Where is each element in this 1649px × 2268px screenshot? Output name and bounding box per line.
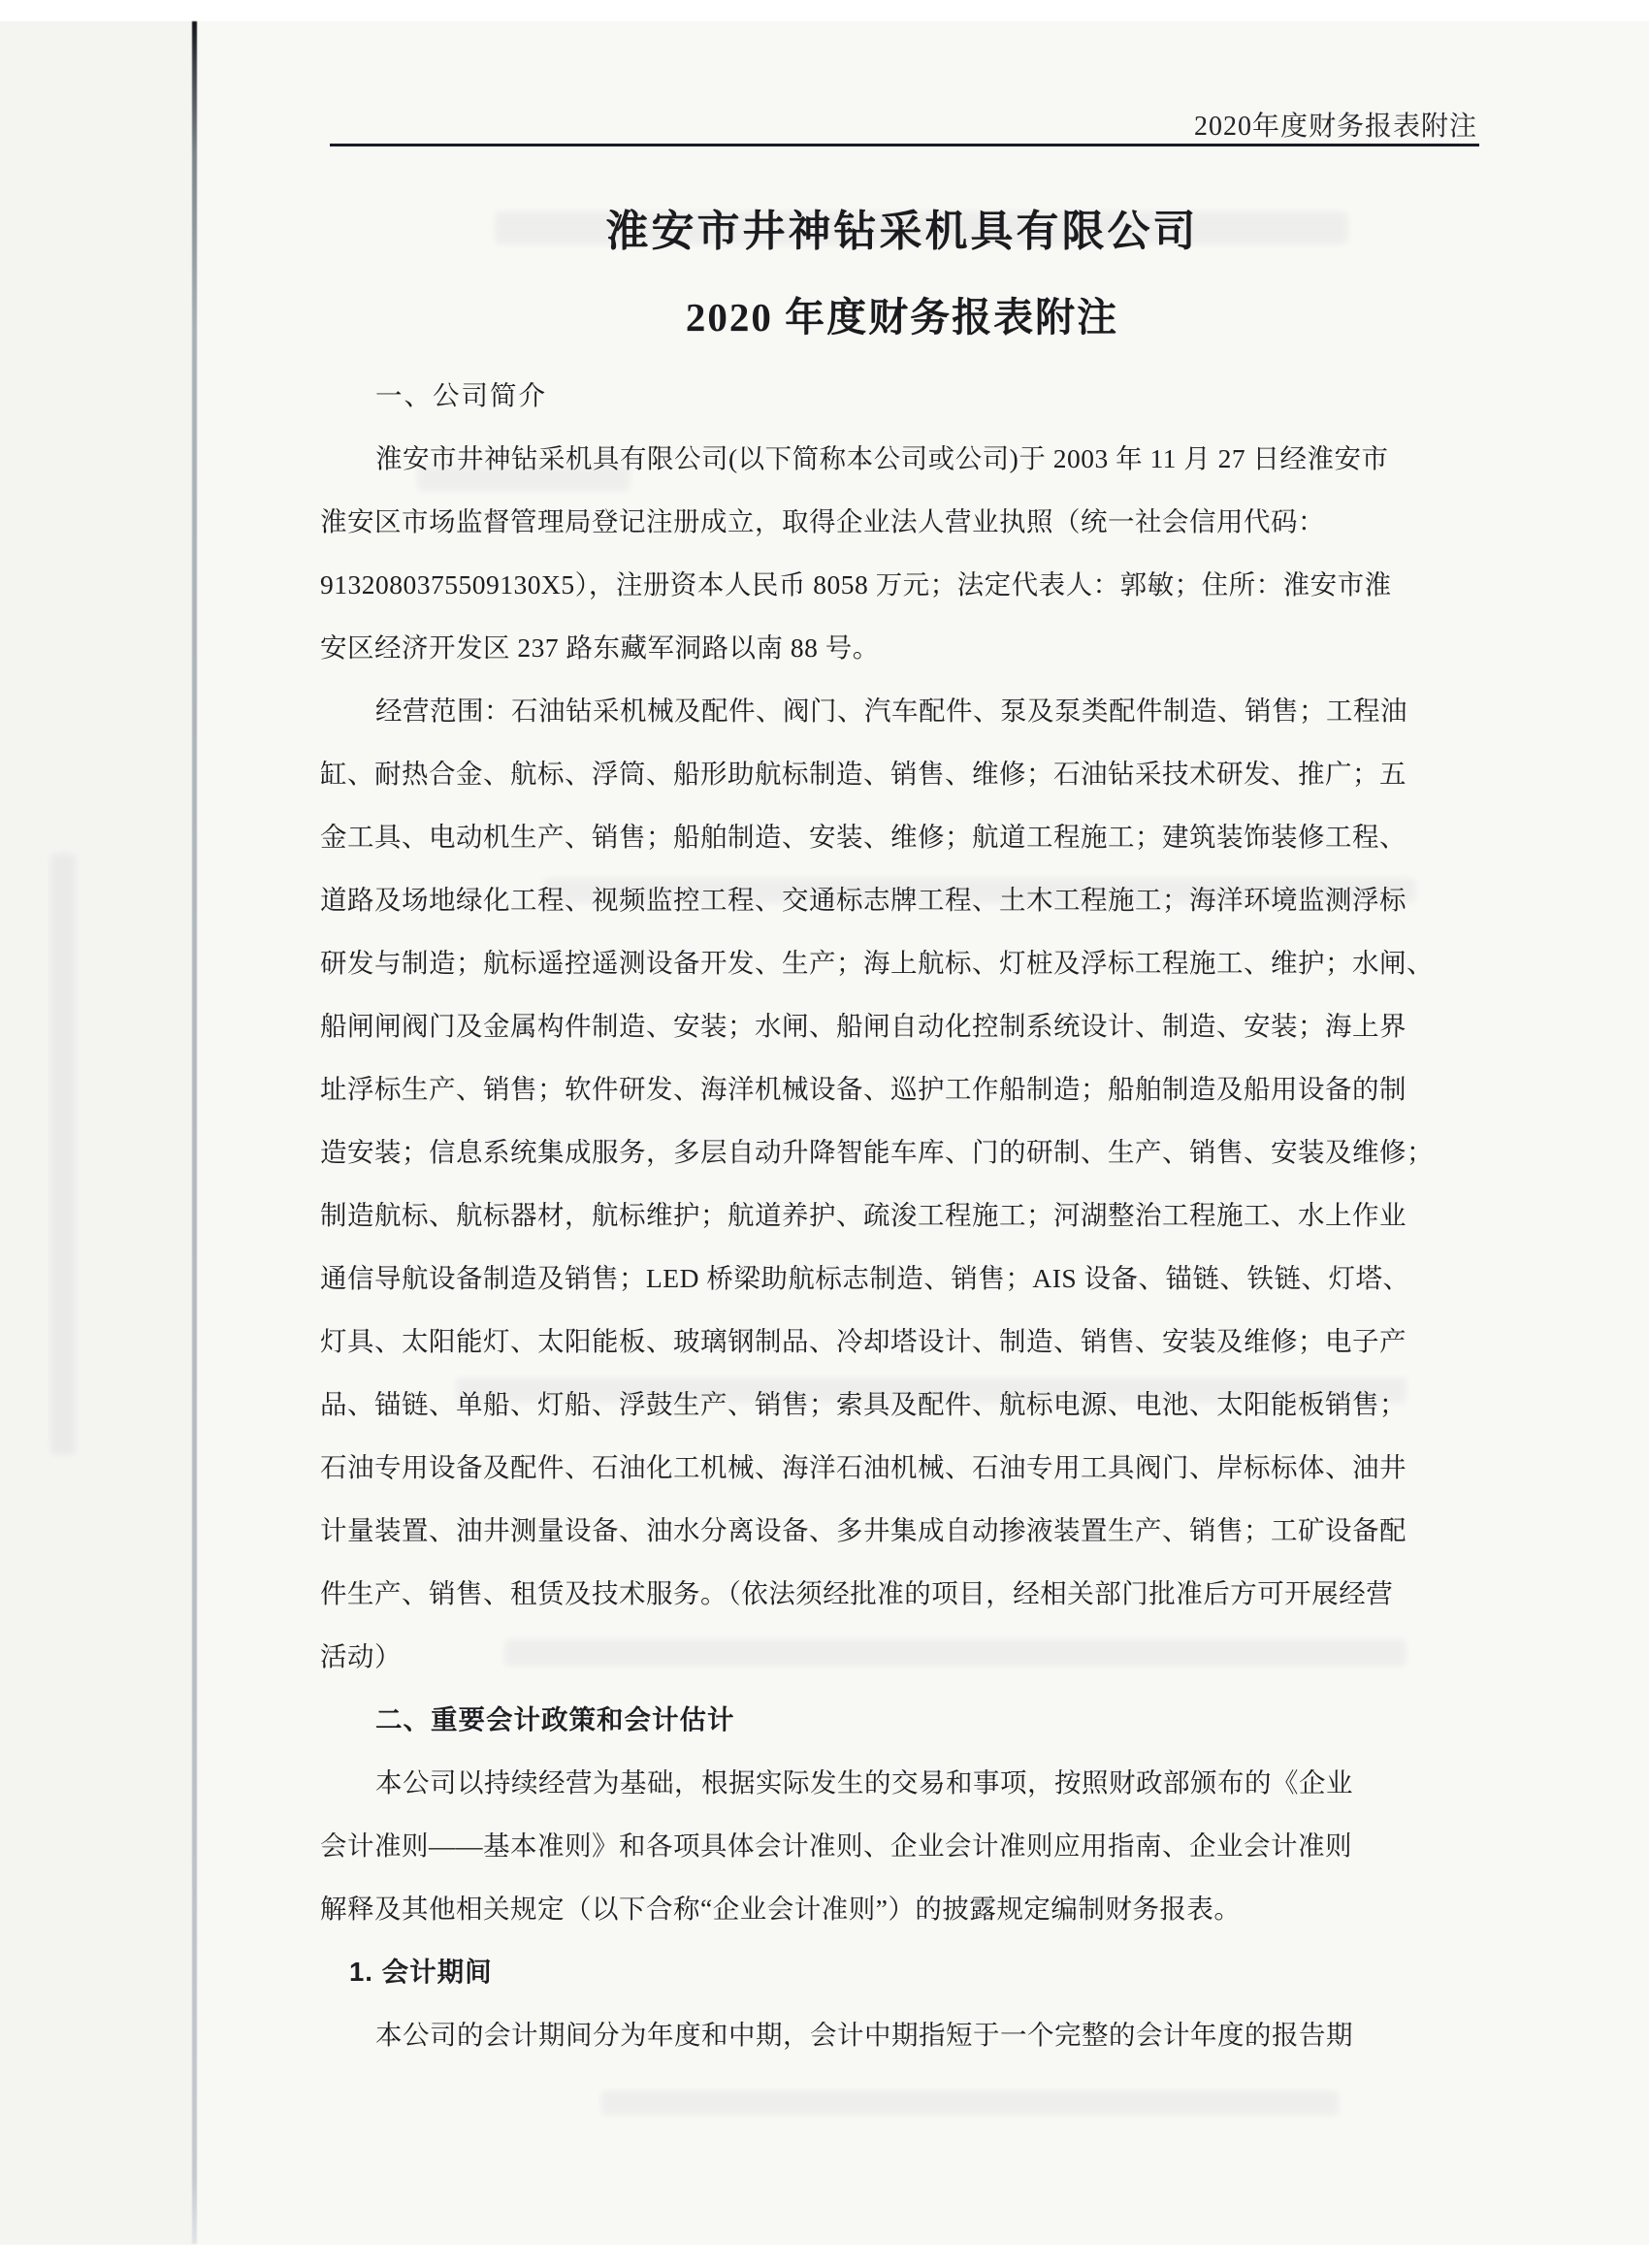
text-line: 活动） (320, 1641, 402, 1671)
text-line: 9132080375509130X5），注册资本人民币 8058 万元；法定代表人：郭敏；住所：淮安市淮 (320, 569, 1392, 599)
text-line: 道路及场地绿化工程、视频监控工程、交通标志牌工程、土木工程施工；海洋环境监测浮标 (320, 885, 1406, 915)
document-subtitle: 2020 年度财务报表附注 (685, 295, 1119, 340)
text-line: 金工具、电动机生产、销售；船舶制造、安装、维修；航道工程施工；建筑装饰装修工程、 (320, 822, 1406, 852)
text-line: 解释及其他相关规定（以下合称“企业会计准则”）的披露规定编制财务报表。 (320, 1894, 1242, 1924)
text-line: 缸、耐热合金、航标、浮筒、船形助航标制造、销售、维修；石油钻采技术研发、推广；五 (320, 759, 1406, 789)
text-line: 品、锚链、单船、灯船、浮鼓生产、销售；索具及配件、航标电源、电池、太阳能板销售； (320, 1389, 1406, 1419)
section-heading: 1. 会计期间 (349, 1957, 493, 1987)
text-line: 灯具、太阳能灯、太阳能板、玻璃钢制品、冷却塔设计、制造、销售、安装及维修；电子产 (320, 1326, 1406, 1356)
header-rule (330, 144, 1479, 146)
section-heading: 一、公司简介 (375, 380, 547, 410)
bleed-through-artifact (601, 2090, 1339, 2116)
text-line: 计量装置、油井测量设备、油水分离设备、多井集成自动掺液装置生产、销售；工矿设备配 (320, 1515, 1406, 1545)
text-line: 制造航标、航标器材，航标维护；航道养护、疏浚工程施工；河湖整治工程施工、水上作业 (320, 1200, 1406, 1230)
document-title: 淮安市井神钻采机具有限公司 (605, 208, 1199, 255)
text-line: 石油专用设备及配件、石油化工机械、海洋石油机械、石油专用工具阀门、岸标标体、油井 (320, 1452, 1406, 1482)
text-line: 件生产、销售、租赁及技术服务。（依法须经批准的项目，经相关部门批准后方可开展经营 (320, 1578, 1394, 1608)
text-line: 本公司的会计期间分为年度和中期，会计中期指短于一个完整的会计年度的报告期 (375, 2020, 1353, 2050)
text-line: 造安装；信息系统集成服务，多层自动升降智能车库、门的研制、生产、销售、安装及维修； (320, 1137, 1434, 1167)
document-lines (320, 364, 1494, 2066)
text-line: 安区经济开发区 237 路东藏军洞路以南 88 号。 (320, 632, 880, 663)
text-line: 船闸闸阀门及金属构件制造、安装；水闸、船闸自动化控制系统设计、制造、安装；海上界 (320, 1011, 1406, 1041)
text-line: 淮安区市场监督管理局登记注册成立，取得企业法人营业执照（统一社会信用代码： (320, 506, 1325, 536)
bleed-through-artifact (50, 854, 76, 1455)
text-line: 淮安市井神钻采机具有限公司(以下简称本公司或公司)于 2003 年 11 月 27 日经淮安市 (375, 443, 1389, 473)
text-line: 址浮标生产、销售；软件研发、海洋机械设备、巡护工作船制造；船舶制造及船用设备的制 (320, 1074, 1406, 1104)
binding-fold-shadow (192, 21, 197, 2244)
text-line: 经营范围：石油钻采机械及配件、阀门、汽车配件、泵及泵类配件制造、销售；工程油 (375, 696, 1407, 726)
text-line: 研发与制造；航标遥控遥测设备开发、生产；海上航标、灯桩及浮标工程施工、维护；水闸、 (320, 948, 1434, 978)
scan-left-margin-strip (0, 21, 194, 2245)
text-line: 通信导航设备制造及销售；LED 桥梁助航标志制造、销售；AIS 设备、锚链、铁链、灯塔、 (320, 1263, 1410, 1293)
section-heading: 二、重要会计政策和会计估计 (375, 1704, 735, 1734)
text-line: 本公司以持续经营为基础，根据实际发生的交易和事项，按照财政部颁布的《企业 (375, 1767, 1353, 1798)
text-line: 会计准则——基本准则》和各项具体会计准则、企业会计准则应用指南、企业会计准则 (320, 1831, 1352, 1861)
running-header: 2020年度财务报表附注 (1193, 112, 1477, 142)
